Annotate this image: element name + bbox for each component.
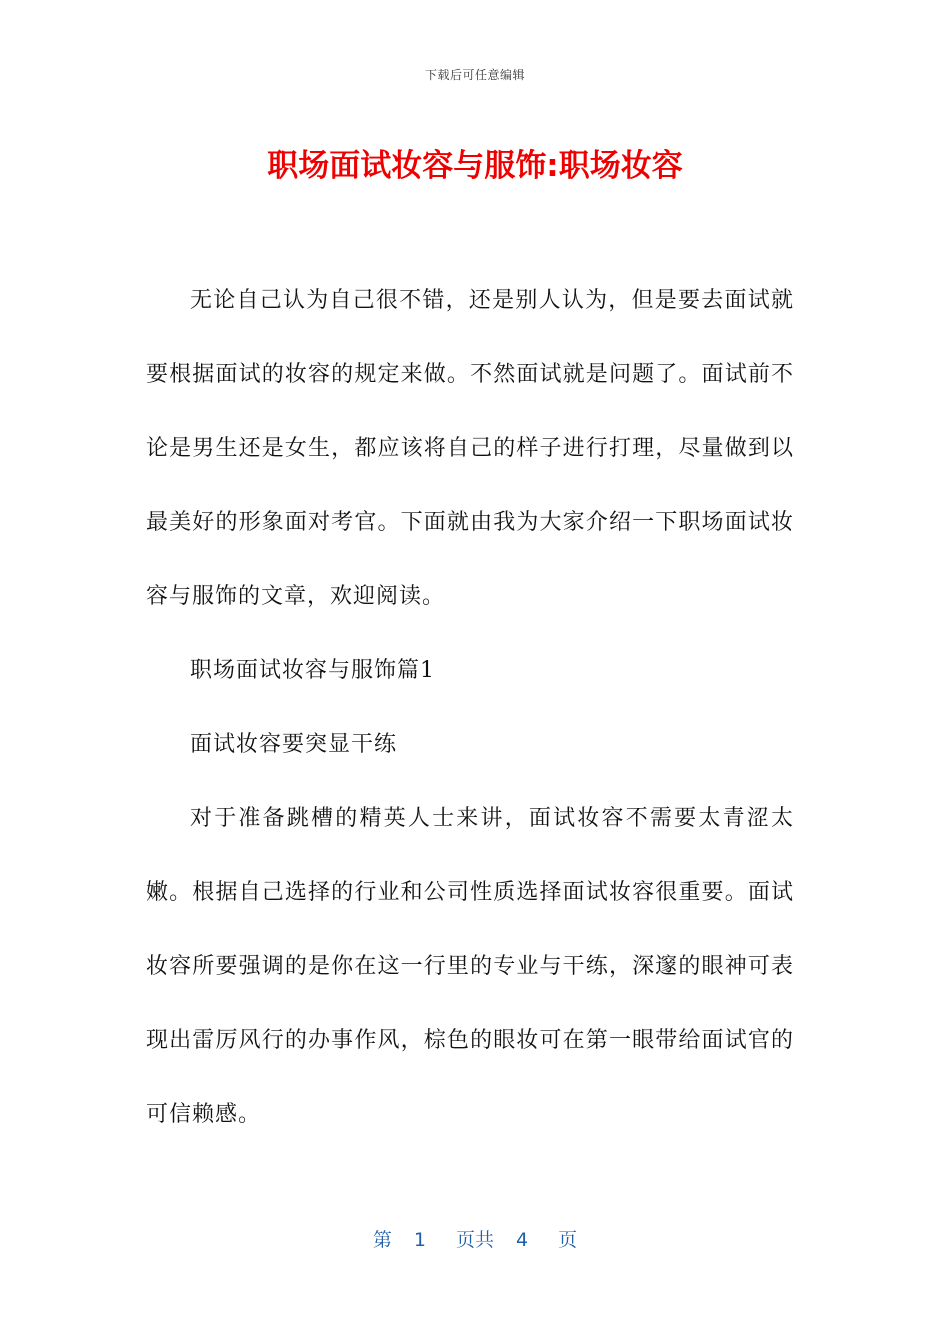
header-note: 下载后可任意编辑 — [424, 68, 525, 82]
body-paragraph: 对于准备跳槽的精英人士来讲，面试妆容不需要太青涩太嫩。根据自己选择的行业和公司性质选择面试妆容很重要。面试妆容所要强调的是你在这一行里的专业与干练，深邃的眼神可表现出雷厉风行的办事作风，棕色的眼妆可在第一眼带给面试官的可信赖感。 — [146, 806, 794, 1127]
document-body — [146, 264, 794, 1152]
total-pages-number: 4 — [516, 1229, 529, 1251]
page-mid: 页共 — [455, 1229, 494, 1251]
subsection-heading: 面试妆容要突显干练 — [190, 732, 398, 757]
page-footer — [0, 1225, 950, 1252]
section-heading: 职场面试妆容与服饰篇1 — [190, 658, 435, 683]
intro-paragraph: 无论自己认为自己很不错，还是别人认为，但是要去面试就要根据面试的妆容的规定来做。不然面试就是问题了。面试前不论是男生还是女生，都应该将自己的样子进行打理，尽量做到以最美好的形象面对考官。下面就由我为大家介绍一下职场面试妆容与服饰的文章，欢迎阅读。 — [146, 288, 794, 609]
document-title: 职场面试妆容与服饰:职场妆容 — [267, 148, 683, 184]
page-suffix: 页 — [558, 1229, 578, 1251]
page-prefix: 第 — [372, 1229, 392, 1251]
current-page-number: 1 — [413, 1229, 426, 1251]
